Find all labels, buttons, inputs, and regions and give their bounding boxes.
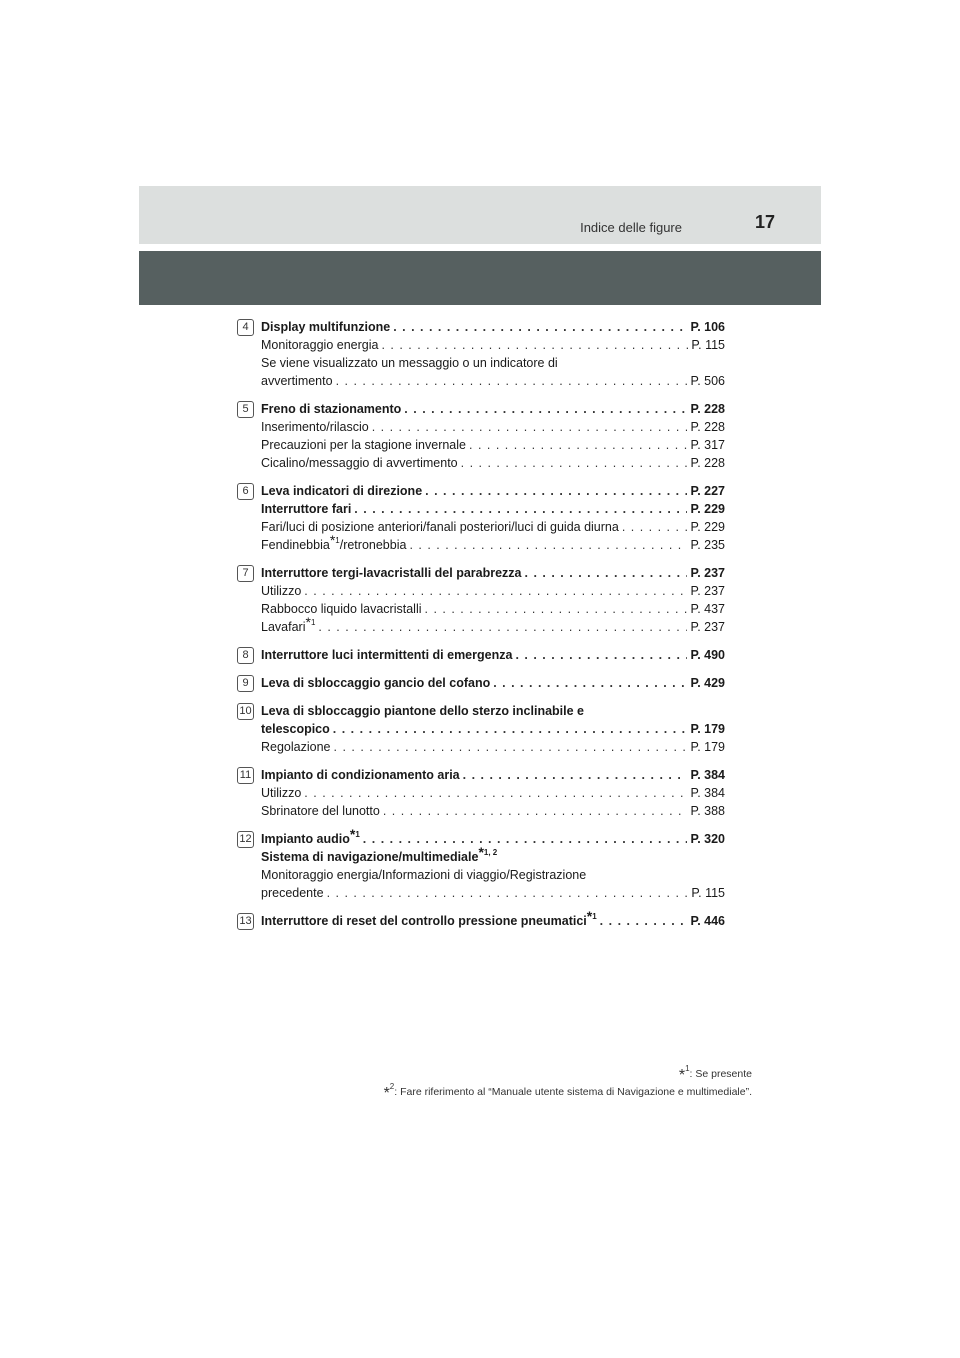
dot-leader	[336, 372, 688, 390]
entry-line	[261, 720, 725, 738]
entry-line	[261, 646, 725, 664]
entry-label: Regolazione	[261, 740, 331, 754]
section-title: Indice delle figure	[580, 220, 682, 235]
entry-line	[261, 826, 725, 848]
entry-number-badge: 11	[237, 767, 254, 784]
entry-line	[261, 500, 725, 518]
entry-label: Lavafari$^{*1}$	[261, 614, 316, 634]
index-entry	[237, 318, 725, 390]
entry-label: Display multifunzione	[261, 320, 391, 334]
index-entry	[237, 766, 725, 820]
entry-label: telescopico	[261, 722, 330, 736]
page-reference: P. 106	[690, 320, 725, 334]
dot-leader	[525, 564, 688, 582]
entry-label: Leva indicatori di direzione	[261, 484, 423, 498]
page-reference: P. 228	[690, 420, 725, 434]
entry-line	[261, 400, 725, 418]
entry-label: Utilizzo	[261, 584, 302, 598]
header-band	[139, 186, 821, 244]
entry-line	[261, 600, 725, 618]
entry-label: Leva di sbloccaggio gancio del cofano	[261, 676, 491, 690]
dot-leader	[354, 500, 687, 518]
entry-label: precedente	[261, 886, 324, 900]
dot-leader	[327, 884, 689, 902]
dot-leader	[372, 418, 688, 436]
entry-label: Impianto di condizionamento aria	[261, 768, 460, 782]
page-reference: P. 317	[690, 438, 725, 452]
entry-number-badge: 9	[237, 675, 254, 692]
entry-line	[261, 532, 725, 554]
entry-label: Leva di sbloccaggio piantone dello sterzo inclinabile e	[261, 704, 584, 718]
entry-label: Utilizzo	[261, 786, 302, 800]
footnote-marker: *1	[329, 532, 340, 548]
page-reference: P. 384	[690, 768, 725, 782]
index-entry	[237, 646, 725, 664]
footnote-line: *$^2$: Fare riferimento al “Manuale utente sistema di Navigazione e multimediale”.	[383, 1082, 752, 1102]
dot-leader	[469, 436, 687, 454]
entry-line	[261, 582, 725, 600]
chapter-band	[139, 251, 821, 305]
entry-number-badge: 12	[237, 831, 254, 848]
page-reference: P. 115	[691, 338, 725, 352]
dot-leader	[493, 674, 687, 692]
entry-line	[261, 372, 725, 390]
entry-number-badge: 7	[237, 565, 254, 582]
figure-index-list	[237, 318, 725, 940]
entry-line	[261, 766, 725, 784]
dot-leader	[333, 720, 688, 738]
entry-line	[261, 354, 725, 372]
page-reference: P. 437	[690, 602, 725, 616]
entry-label: avvertimento	[261, 374, 333, 388]
entry-label: Fari/luci di posizione anteriori/fanali posteriori/luci di guida diurna	[261, 520, 619, 534]
entry-line	[261, 802, 725, 820]
page-reference: P. 237	[690, 566, 725, 580]
dot-leader	[383, 802, 688, 820]
page-reference: P. 506	[690, 374, 725, 388]
entry-number-badge: 5	[237, 401, 254, 418]
footnote-marker: *1, 2	[478, 844, 498, 860]
entry-label: Precauzioni per la stagione invernale	[261, 438, 466, 452]
dot-leader	[600, 912, 688, 930]
footnote-marker: *1	[349, 826, 360, 842]
entry-label: Interruttore di reset del controllo pressione pneumatici$^{*1}$	[261, 908, 597, 928]
entry-label: Fendinebbia$^{*1}$/retronebbia	[261, 532, 407, 552]
dot-leader	[404, 400, 687, 418]
page-reference: P. 384	[690, 786, 725, 800]
entry-label: Monitoraggio energia	[261, 338, 379, 352]
entry-line	[261, 436, 725, 454]
entry-label: Monitoraggio energia/Informazioni di viaggio/Registrazione	[261, 868, 587, 882]
entry-number-badge: 6	[237, 483, 254, 500]
dot-leader	[461, 454, 688, 472]
page-reference: P. 229	[690, 520, 725, 534]
entry-line	[261, 702, 725, 720]
page-reference: P. 179	[690, 722, 725, 736]
footnote-marker: *1	[586, 908, 597, 924]
dot-leader	[622, 518, 688, 536]
entry-label: Impianto audio$^{*1}$	[261, 826, 360, 846]
dot-leader	[515, 646, 687, 664]
footnotes	[384, 1066, 752, 1102]
entry-line	[261, 336, 725, 354]
dot-leader	[425, 482, 687, 500]
entry-label: Freno di stazionamento	[261, 402, 402, 416]
index-entry	[237, 400, 725, 472]
entry-line	[261, 564, 725, 582]
entry-label: Se viene visualizzato un messaggio o un indicatore di	[261, 356, 558, 370]
dot-leader	[334, 738, 688, 756]
entry-line	[261, 318, 725, 336]
page-reference: P. 115	[691, 886, 725, 900]
dot-leader	[363, 830, 688, 848]
page-number: 17	[754, 212, 775, 232]
page-reference: P. 228	[690, 456, 725, 470]
entry-label: Inserimento/rilascio	[261, 420, 369, 434]
page-reference: P. 446	[690, 914, 725, 928]
entry-number-badge: 10	[237, 703, 254, 720]
page-reference: P. 237	[690, 620, 725, 634]
index-entry	[237, 564, 725, 636]
footnote-marker: *1	[305, 614, 316, 630]
page-reference: P. 235	[690, 538, 725, 552]
index-entry	[237, 482, 725, 554]
page-reference: P. 237	[690, 584, 725, 598]
dot-leader	[463, 766, 688, 784]
page-reference: P. 179	[690, 740, 725, 754]
index-entry	[237, 908, 725, 930]
dot-leader	[409, 536, 687, 554]
page-reference: P. 228	[690, 402, 725, 416]
entry-label: Cicalino/messaggio di avvertimento	[261, 456, 458, 470]
dot-leader	[318, 618, 687, 636]
entry-label: Interruttore luci intermittenti di emergenza	[261, 648, 513, 662]
dot-leader	[304, 582, 687, 600]
entry-line	[261, 784, 725, 802]
entry-line	[261, 908, 725, 930]
dot-leader	[304, 784, 687, 802]
dot-leader	[393, 318, 687, 336]
index-entry	[237, 826, 725, 902]
entry-line	[261, 674, 725, 692]
entry-line	[261, 866, 725, 884]
entry-label: Sbrinatore del lunotto	[261, 804, 380, 818]
entry-number-badge: 13	[237, 913, 254, 930]
page-reference: P. 320	[690, 832, 725, 846]
footnote-line: *$^1$: Se presente	[678, 1064, 752, 1084]
entry-line	[261, 418, 725, 436]
entry-line	[261, 454, 725, 472]
page-reference: P. 388	[690, 804, 725, 818]
dot-leader	[425, 600, 688, 618]
entry-number-badge: 8	[237, 647, 254, 664]
page-reference: P. 227	[690, 484, 725, 498]
entry-line	[261, 844, 725, 866]
entry-label: Interruttore tergi-lavacristalli del parabrezza	[261, 566, 522, 580]
index-entry	[237, 702, 725, 756]
entry-line	[261, 614, 725, 636]
entry-line	[261, 884, 725, 902]
entry-label: Interruttore fari	[261, 502, 352, 516]
page-reference: P. 429	[690, 676, 725, 690]
dot-leader	[381, 336, 688, 354]
index-entry	[237, 674, 725, 692]
page-reference: P. 229	[690, 502, 725, 516]
entry-line	[261, 482, 725, 500]
page-reference: P. 490	[690, 648, 725, 662]
entry-label: Sistema di navigazione/multimediale$^{*1, 2}$	[261, 844, 498, 864]
entry-line	[261, 738, 725, 756]
entry-label: Rabbocco liquido lavacristalli	[261, 602, 422, 616]
entry-number-badge: 4	[237, 319, 254, 336]
